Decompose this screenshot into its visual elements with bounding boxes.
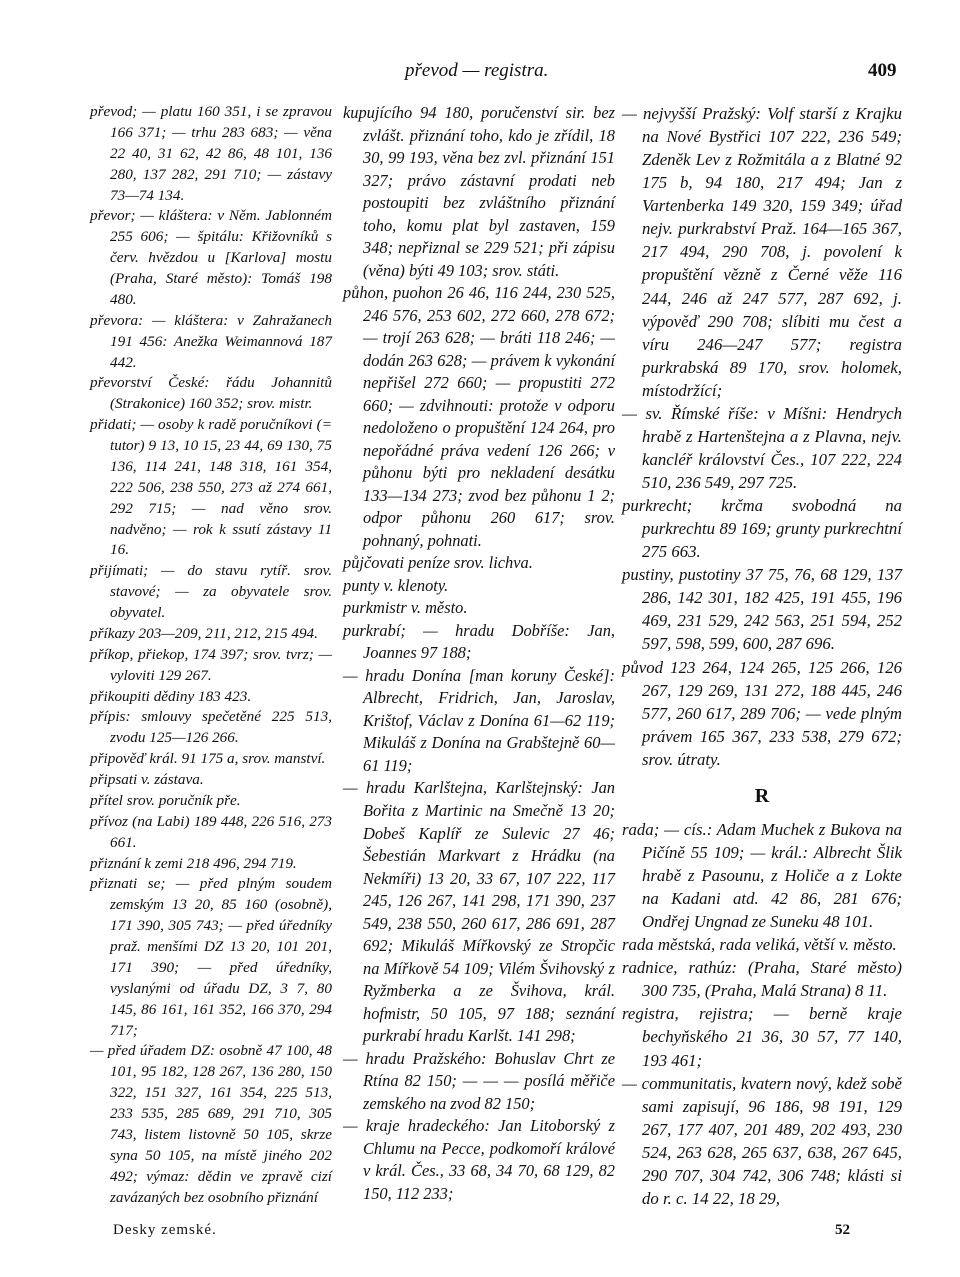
index-entry: přikoupiti dědiny 183 423.	[90, 687, 252, 705]
index-entry: přiznání k zemi 218 496, 294 719.	[90, 854, 297, 872]
index-entry: — sv. Římské říše: v Míšni: Hendrych hrabě z Hartenštejna a z Plavna, nejv. kancléř království Čes., 107 222, 224 510, 236 549, 297 725.	[622, 403, 902, 492]
index-entry: — hradu Karlštejna, Karlštejnský: Jan Bořita z Martinic na Smečně 13 20; Dobeš Kaplíř ze Sulevic 27 46; Šebestián Markvart z Hrádku (na Nekmíři) 13 20, 33 67, 107 222, 117 245, 126 267, 141 298, 171 390, 237 549, 238 550, 260 617, 286 691, 287 692; Mikuláš Mířkovský ze Stropčic na Mířkově 54 109; Vilém Švihovský z Ryžmberka a ze Švihova, král. hofmistr, 50 105, 97 188; seznání purkrabí hradu Karlšt. 141 298;	[343, 778, 615, 1046]
index-entry: půjčovati peníze srov. lichva.	[343, 553, 533, 573]
index-entry: převor; — kláštera: v Něm. Jablonném 255 606; — špitálu: Křižovníků s červ. hvězdou u [Karlova] mostu (Praha, Staré město): Tomáš 198 480.	[90, 207, 332, 308]
index-entry: přípis: smlouvy spečetěné 225 513, zvodu 125—126 266.	[90, 708, 332, 747]
index-entry: purkmistr v. město.	[343, 598, 468, 618]
index-column-left	[90, 102, 332, 1208]
index-column-middle	[343, 102, 615, 1205]
footer-signature: Desky zemské.	[113, 1222, 217, 1238]
index-entry: připsati v. zástava.	[90, 771, 204, 788]
index-entry: rada městská, rada veliká, větší v. město.	[622, 935, 897, 955]
index-entry: převorství České: řádu Johannitů (Strakonice) 160 352; srov. mistr.	[90, 374, 332, 413]
page-header	[0, 60, 960, 90]
index-entry: purkrabí; — hradu Dobříše: Jan, Joannes 97 188;	[343, 620, 615, 663]
index-entry: přidati; — osoby k radě poručníkovi (= tutor) 9 13, 10 15, 23 44, 69 130, 75 136, 114 241, 148 318, 161 354, 222 506, 238 550, 273 až 274 661, 292 715; — nad věno srov. nadvěno; — rok k ssutí zástavy 11 16.	[90, 416, 332, 559]
index-entry: purkrecht; krčma svobodná na purkrechtu 89 169; grunty purkrechtní 275 663.	[622, 496, 902, 562]
footer-sheet-number: 52	[835, 1222, 850, 1238]
index-entry: rada; — cís.: Adam Muchek z Bukova na Pičíně 55 109; — král.: Albrecht Šlik hrabě z Pasounu, z Holiče a z Lokte na Kadani atd. 42 86, 281 676; Ondřej Ungnad ze Suneku 48 101.	[622, 819, 902, 932]
index-entry: příkop, přiekop, 174 397; srov. tvrz; — vyloviti 129 267.	[90, 645, 332, 684]
index-entry: přijímati; — do stavu rytíř. srov. stavové; — za obyvatele srov. obyvatel.	[90, 562, 332, 621]
index-entry: — nejvyšší Pražský: Volf starší z Krajku na Nové Bystřici 107 222, 236 549; Zdeněk Lev z Rožmitála a z Blatné 92 175 b, 94 180, 217 494; Jan z Vartenberka 149 320, 159 349; úřad nejv. purkrabství Praž. 164—165 367, 217 494, 290 708, j. povolení k propuštění vězně z Černé věže 116 244, 246 až 247 577, 287 692, j. výpověď 290 708; slíbiti mu čest a víru 246—247 577; registra purkrabská 89 170, srov. holomek, místodržící;	[622, 104, 902, 400]
index-entry: příkazy 203—209, 211, 212, 215 494.	[90, 624, 318, 642]
index-entry: radnice, rathúz: (Praha, Staré město) 300 735, (Praha, Malá Strana) 8 11.	[622, 958, 902, 1001]
index-entry: převora: — kláštera: v Zahražanech 191 456: Anežka Weimannová 187 442.	[90, 311, 332, 371]
index-entry: půhon, puohon 26 46, 116 244, 230 525, 246 576, 253 602, 272 660, 278 672; — trojí 263 628; — bráti 118 246; — dodán 263 628; — právem k vykonání nepřišel 272 660; — propustiti 272 660; — zdvihnouti: protože v odporu nedoloženo o propuštění 124 264, pro nepořádné práva vedení 126 266; v půhonu býti pro nekladení desátku 133—134 273; zvod bez půhonu 1 2; odpor půhonu 260 617; srov. pohnaný, pohnati.	[343, 283, 615, 550]
index-entry: — hradu Pražského: Bohuslav Chrt ze Rtína 82 150; — — — posílá měřiče zemského na zvod 82 150;	[343, 1048, 615, 1113]
index-entry: — před úřadem DZ: osobně 47 100, 48 101, 95 182, 128 267, 136 280, 150 322, 151 327, 161 354, 225 513, 233 535, 285 689, 291 710, 305 743, listem listovně 50 105, skrze syna 50 105, na místě jiného 202 492; výmaz: dědin ve zpravě cizí zavázaných bez osobního přiznání	[90, 1042, 332, 1206]
index-entry: pustiny, pustotiny 37 75, 76, 68 129, 137 286, 142 301, 182 425, 191 455, 196 469, 231 529, 242 563, 251 594, 252 597, 598, 599, 600, 287 696.	[622, 565, 902, 654]
index-entry: — hradu Donína [man koruny České]: Albrecht, Fridrich, Jan, Jaroslav, Krištof, Václav z Donína 61—62 119; Mikuláš z Donína na Grabštejně 60—61 119;	[343, 665, 615, 775]
index-entry: — communitatis, kvatern nový, kdež sobě sami zapisují, 96 186, 98 191, 129 267, 177 407, 201 489, 202 493, 230 524, 263 628, 265 637, 638, 267 645, 290 707, 304 742, 306 748; klásti si do r. c. 14 22, 18 29,	[622, 1073, 902, 1208]
index-entry: přívoz (na Labi) 189 448, 226 516, 273 661.	[90, 812, 332, 851]
running-title: převod — registra.	[405, 60, 549, 81]
page-footer	[0, 1222, 960, 1252]
index-entry: připověď král. 91 175 a, srov. manství.	[90, 750, 326, 768]
index-entry: přiznati se; — před plným soudem zemským 13 20, 85 160 (osobně), 171 390, 305 743; — před úředníky praž. menšími DZ 13 20, 101 201, 171 390; — před úředníky, vyslanými od úřadu DZ, 3 7, 80 145, 86 161, 161 352, 166 370, 294 717;	[90, 875, 332, 1039]
index-entry: přítel srov. poručník pře.	[90, 791, 241, 809]
index-entry: registra, rejistra; — berně kraje bechyňského 21 36, 30 57, 77 140, 193 461;	[622, 1004, 902, 1070]
index-entry: kupujícího 94 180, poručenství sir. bez zvlášt. přiznání toho, kdo je zřídil, 18 30, 99 193, věna bez zvl. přiznání 151 327; právo zástavní prodati neb postoupiti bez zvláštního přiznání toho, komu plat byl zastaven, 159 348; nepřiznal se 229 521; při zápisu (věna) býti 49 103; srov. státi.	[343, 103, 615, 280]
index-entry: punty v. klenoty.	[343, 575, 449, 595]
section-letter: R	[754, 784, 770, 807]
index-entry: převod; — platu 160 351, i se zpravou 166 371; — trhu 283 683; — věna 22 40, 31 62, 42 86, 48 101, 136 280, 137 282, 291 710; — zástavy 73—74 134.	[90, 103, 332, 204]
page-number: 409	[868, 60, 897, 81]
index-entry: původ 123 264, 124 265, 125 266, 126 267, 129 269, 131 272, 188 445, 246 577, 260 617, 289 706; — vede plným právem 165 367, 233 538, 279 672; srov. útraty.	[622, 657, 902, 769]
index-column-right	[622, 102, 902, 1210]
index-entry: — kraje hradeckého: Jan Litoborský z Chlumu na Pecce, podkomoří králové v král. Čes., 33 68, 34 70, 68 129, 82 150, 112 233;	[343, 1116, 615, 1203]
